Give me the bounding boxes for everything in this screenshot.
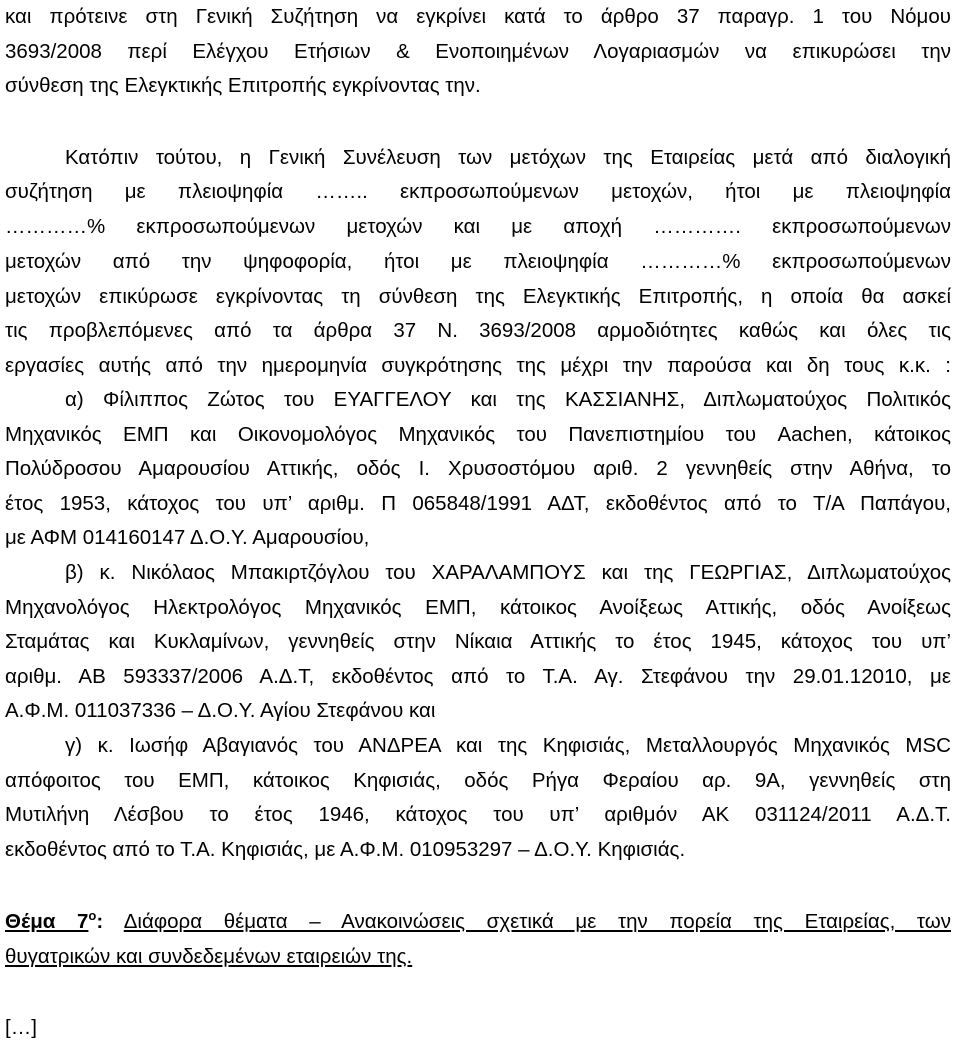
member-b-line-5: Α.Φ.Μ. 011037336 – Δ.Ο.Υ. Αγίου Στεφάνου και (5, 699, 436, 722)
paragraph-2-line-3: …………% εκπροσωπούμενων μετοχών και με αποχή …………. εκπροσωπούμενων (5, 215, 951, 238)
member-b-line-3: Σταμάτας και Κυκλαμίνων, γεννηθείς στην Νίκαια Αττικής το έτος 1945, κάτοχος του υπ’ (5, 630, 951, 653)
paragraph-1-line-2: 3693/2008 περί Ελέγχου Ετήσιων & Ενοποιημένων Λογαριασμών να επικυρώσει την (5, 40, 951, 63)
topic-colon: : (96, 910, 104, 933)
underlined-word: Διπλωματούχος (807, 561, 951, 584)
paragraph-2-line-7: εργασίες αυτής από την ημερομηνία συγκρότησης της μέχρι την παρούσα και δη τους κ.κ. : (5, 354, 951, 377)
underlined-word: Διπλωματούχος (703, 388, 848, 411)
paragraph-2-line-4: μετοχών από την ψηφοφορία, ήτοι με πλειοψηφία …………% εκπροσωπούμενων (5, 250, 951, 273)
topic-title-line-1: Διάφορα θέματα – Ανακοινώσεις σχετικά με την πορεία της Εταιρείας, των (123, 910, 951, 933)
paragraph-1-line-1: και πρότεινε στη Γενική Συζήτηση να εγκρίνει κατά το άρθρο 37 παραγρ. 1 του Νόμου (5, 5, 951, 28)
member-a-line-4: έτος 1953, κάτοχος του υπ’ αριθμ. Π 065848/1991 ΑΔΤ, εκδοθέντος από το Τ/Α Παπάγου, (5, 492, 951, 515)
paragraph-2-line-5: μετοχών επικύρωσε εγκρίνοντας τη σύνθεση της Ελεγκτικής Επιτροπής, η οποία θα ασκεί (5, 285, 951, 308)
member-c-line-2: απόφοιτος του ΕΜΠ, κάτοικος Κηφισιάς, οδός Ρήγα Φεραίου αρ. 9Α, γεννηθείς στη (5, 769, 951, 792)
member-a-line-3: Πολύδροσου Αμαρουσίου Αττικής, οδός Ι. Χρυσοστόμου αριθ. 2 γεννηθείς στην Αθήνα, το (5, 457, 951, 480)
omission-marker: […] (5, 1016, 37, 1039)
paragraph-2-line-6: τις προβλεπόμενες από τα άρθρα 37 Ν. 3693/2008 αρμοδιότητες καθώς και όλες τις (5, 319, 951, 342)
member-c-line-3: Μυτιλήνη Λέσβου το έτος 1946, κάτοχος του υπ’ αριθμόν ΑΚ 031124/2011 Α.Δ.Τ. (5, 803, 951, 826)
topic-7-heading (5, 905, 951, 939)
topic-label: Θέμα 7 (5, 910, 89, 933)
topic-ordinal-sup: ο (88, 908, 97, 923)
member-b-line-4: αριθμ. ΑΒ 593337/2006 Α.Δ.Τ, εκδοθέντος από το Τ.Α. Αγ. Στεφάνου την 29.01.12010, με (5, 665, 951, 688)
member-c-line-1: γ) κ. Ιωσήφ Αβαγιανός του ΑΝΔΡΕΑ και της Κηφισιάς, Μεταλλουργός Μηχανικός MSC (65, 734, 951, 757)
member-b-line-1: β) κ. Νικόλαος Μπακιρτζόγλου του ΧΑΡΑΛΑΜΠΟΥΣ και της ΓΕΩΡΓΙΑΣ, Διπλωματούχος (65, 561, 951, 584)
topic-7-title-line-2: θυγατρικών και συνδεδεμένων εταιρειών της. (5, 945, 413, 968)
member-c-line-4: εκδοθέντος από το Τ.Α. Κηφισιάς, με Α.Φ.Μ. 010953297 – Δ.Ο.Υ. Κηφισιάς. (5, 838, 686, 861)
paragraph-2-line-2: συζήτηση με πλειοψηφία …….. εκπροσωπούμενων μετοχών, ήτοι με πλειοψηφία (5, 180, 951, 203)
paragraph-2-line-1: Κατόπιν τούτου, η Γενική Συνέλευση των μετόχων της Εταιρείας μετά από διαλογική (65, 146, 951, 169)
member-b-line-2: Μηχανολόγος Ηλεκτρολόγος Μηχανικός ΕΜΠ, κάτοικος Ανοίξεως Αττικής, οδός Ανοίξεως (5, 596, 951, 619)
member-a-line-1: α) Φίλιππος Ζώτος του ΕΥΑΓΓΕΛΟΥ και της ΚΑΣΣΙΑΝΗΣ, Διπλωματούχος Πολιτικός (65, 388, 952, 411)
member-a-line-5: με ΑΦΜ 014160147 Δ.Ο.Υ. Αμαρουσίου, (5, 526, 370, 549)
paragraph-1-line-3: σύνθεση της Ελεγκτικής Επιτροπής εγκρίνοντας την. (5, 74, 481, 97)
member-a-line-2: Μηχανικός ΕΜΠ και Οικονομολόγος Μηχανικός του Πανεπιστημίου του Aachen, κάτοικος (5, 423, 951, 446)
